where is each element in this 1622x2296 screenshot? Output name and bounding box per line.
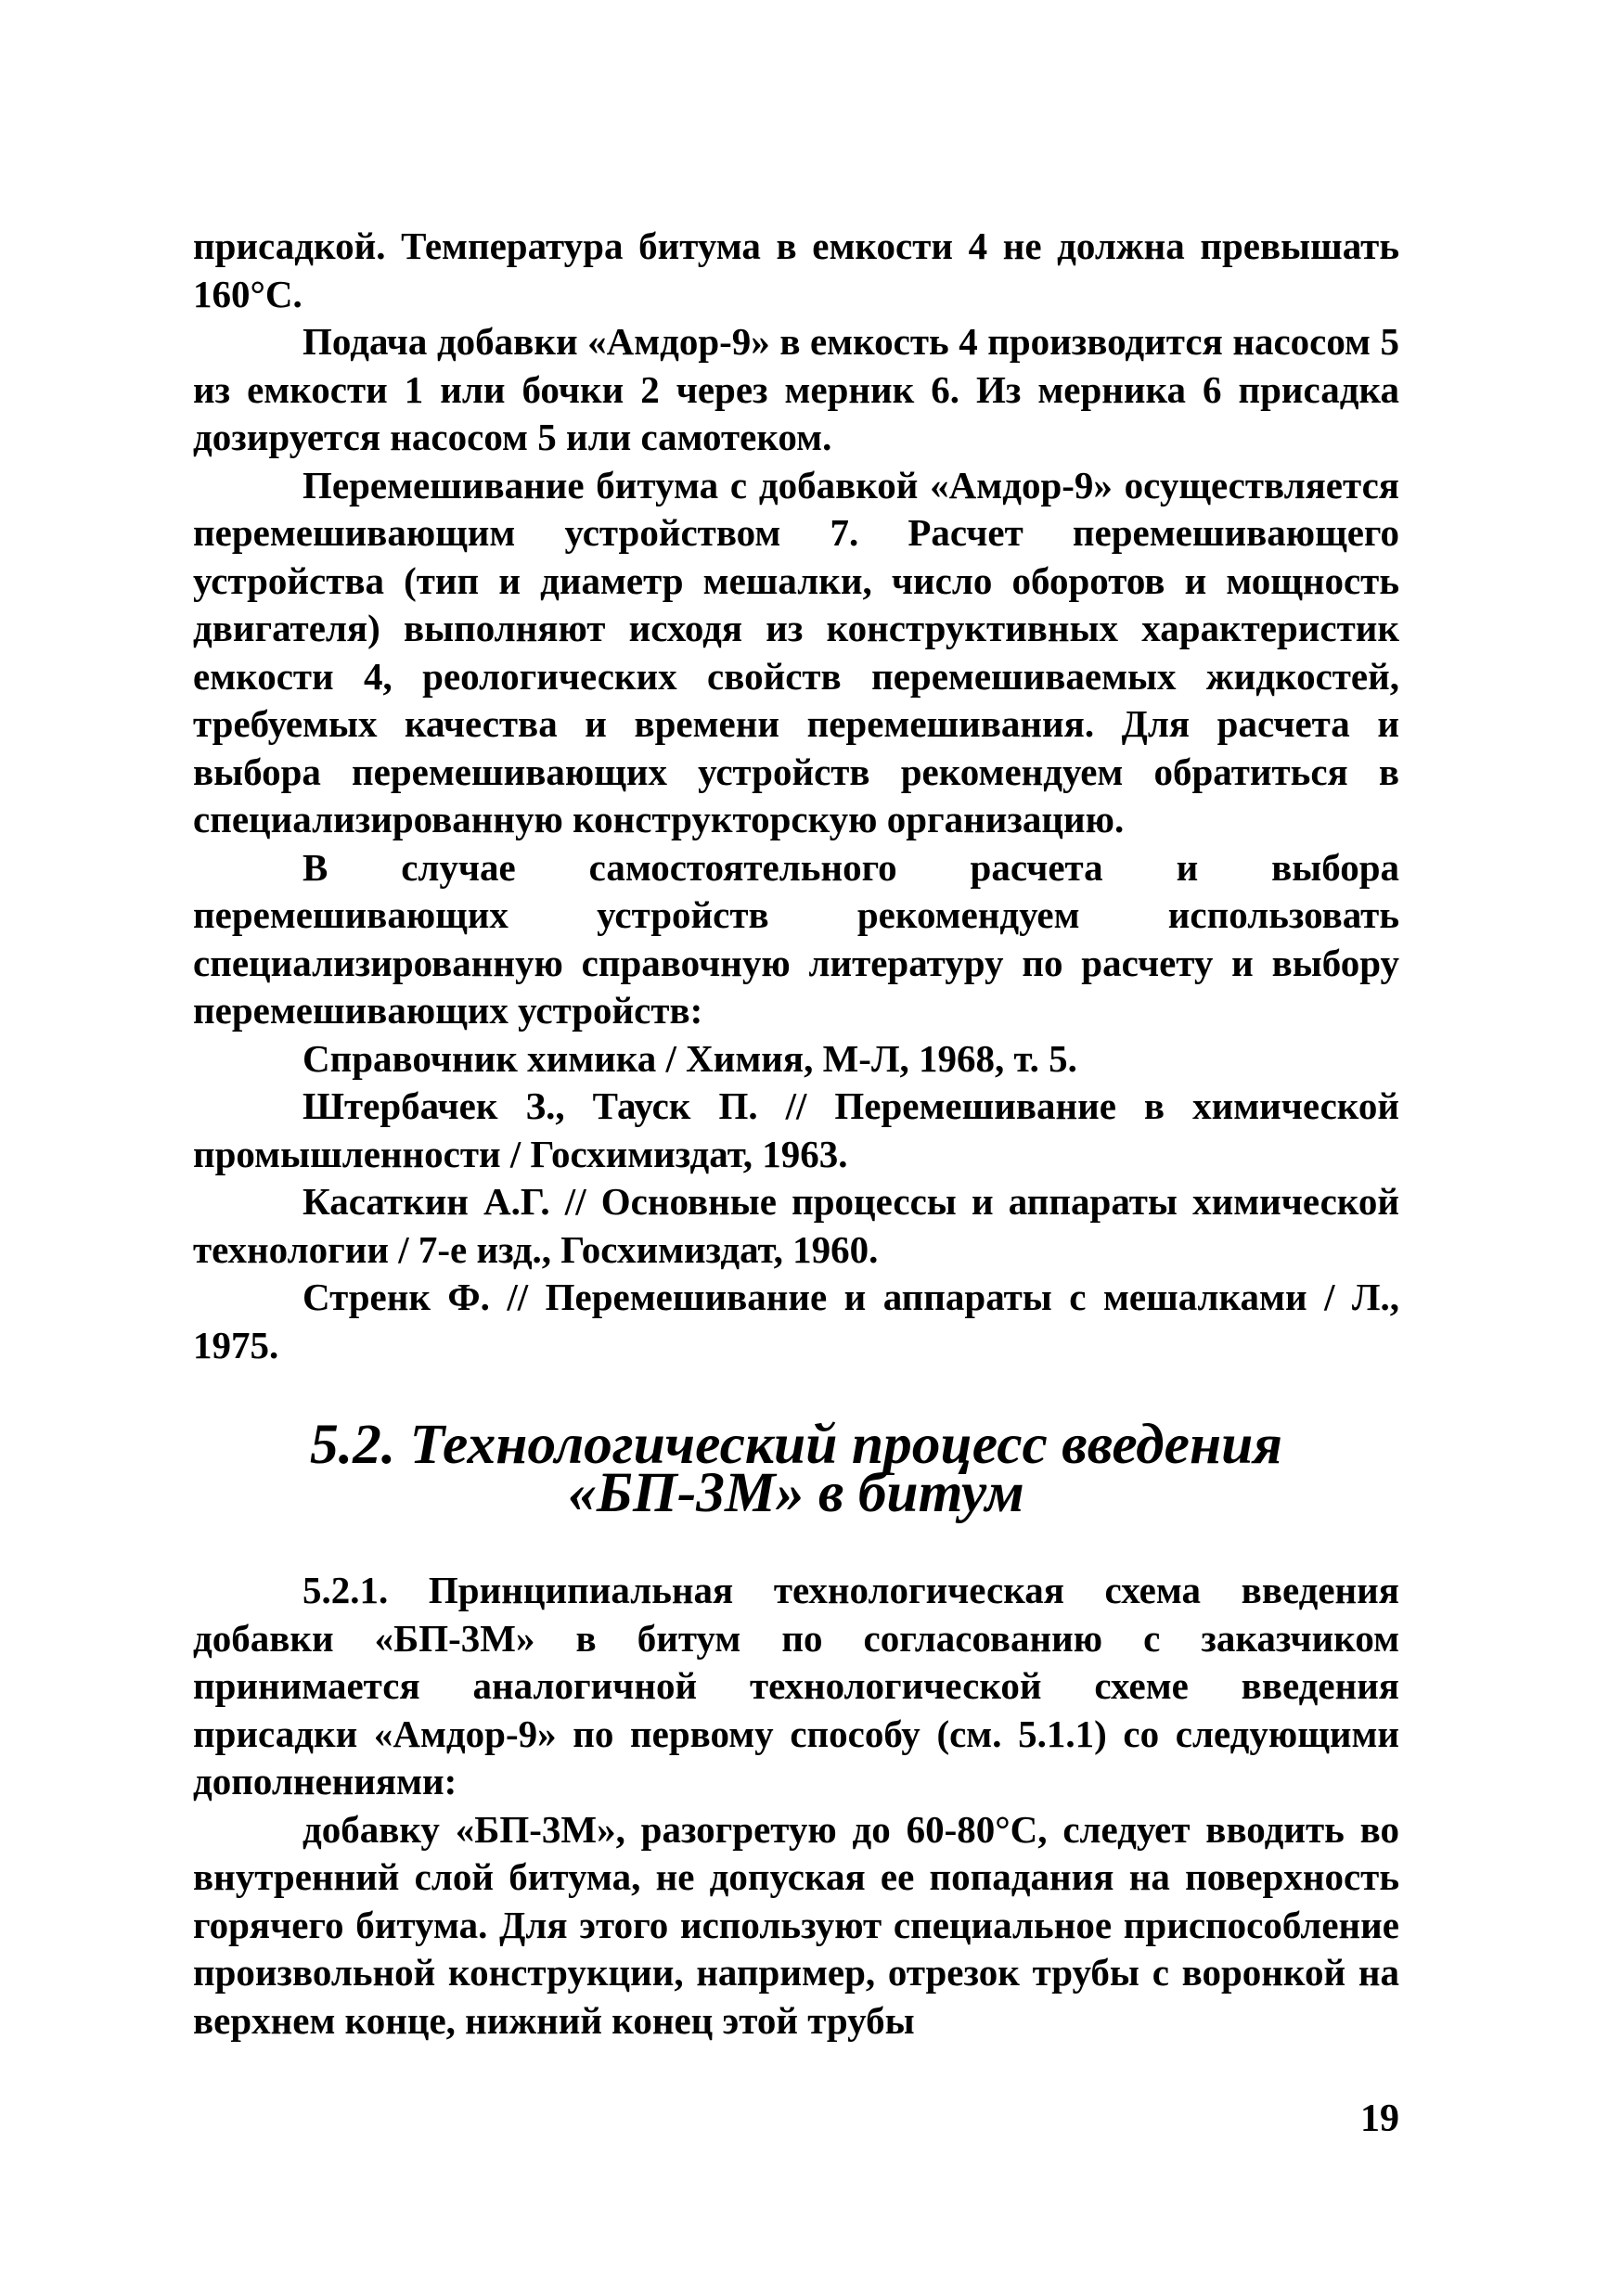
- reference-item: Стренк Ф. // Перемешивание и аппараты с мешалками / Л., 1975.: [193, 1276, 1399, 1366]
- paragraph-bp3m-introduction: добавку «БП-3М», разогретую до 60-80°С, следует вводить во внутренний слой битума, не допуская ее попадания на поверхность горячего битума. Для этого используют специальное приспособление произвольной конструкции, например, отрезок трубы с воронкой на верхнем конце, нижний конец этой трубы: [193, 1807, 1399, 2042]
- paragraph-self-calculation: В случае самостоятельного расчета и выбора перемешивающих устройств рекомендуем использовать специализированную справочную литературу по расчету и выбору перемешивающих устройств:: [193, 845, 1399, 1032]
- reference-item: Штербачек З., Тауск П. // Перемешивание в химической промышленности / Госхимиздат, 1963.: [193, 1084, 1399, 1175]
- paragraph-continuation: присадкой. Температура битума в емкости 4 не должна превышать 160°С.: [193, 224, 1399, 315]
- reference-list: [193, 1035, 1399, 1370]
- reference-item: Касаткин А.Г. // Основные процессы и аппараты химической технологии / 7-е изд., Госхимиздат, 1960.: [193, 1180, 1399, 1271]
- reference-item: Справочник химика / Химия, М-Л, 1968, т. 5.: [303, 1036, 1077, 1080]
- paragraph-amdor-feed: Подача добавки «Амдор-9» в емкость 4 производится насосом 5 из емкости 1 или бочки 2 через мерник 6. Из мерника 6 присадка дозируется насосом 5 или самотеком.: [193, 320, 1399, 458]
- page-body: [193, 223, 1399, 2045]
- section-heading: 5.2. Технологический процесс введения «БП-3М» в битум: [310, 1413, 1282, 1524]
- paragraph-bp3m-scheme: 5.2.1. Принципиальная технологическая схема введения добавки «БП-3М» в битум по согласованию с заказчиком принимается аналогичной технологической схеме введения присадки «Амдор-9» по первому способу (см. 5.1.1) со следующими дополнениями:: [193, 1569, 1399, 1802]
- paragraph-mixing: Перемешивание битума с добавкой «Амдор-9» осуществляется перемешивающим устройством 7. Расчет перемешивающего устройства (тип и диаметр мешалки, число оборотов и мощность двигателя) выполняют исходя из конструктивных характеристик емкости 4, реологических свойств перемешиваемых жидкостей, требуемых качества и времени перемешивания. Для расчета и выбора перемешивающих устройств рекомендуем обратиться в специализированную конструкторскую организацию.: [193, 463, 1399, 840]
- page-number: 19: [1360, 2097, 1399, 2140]
